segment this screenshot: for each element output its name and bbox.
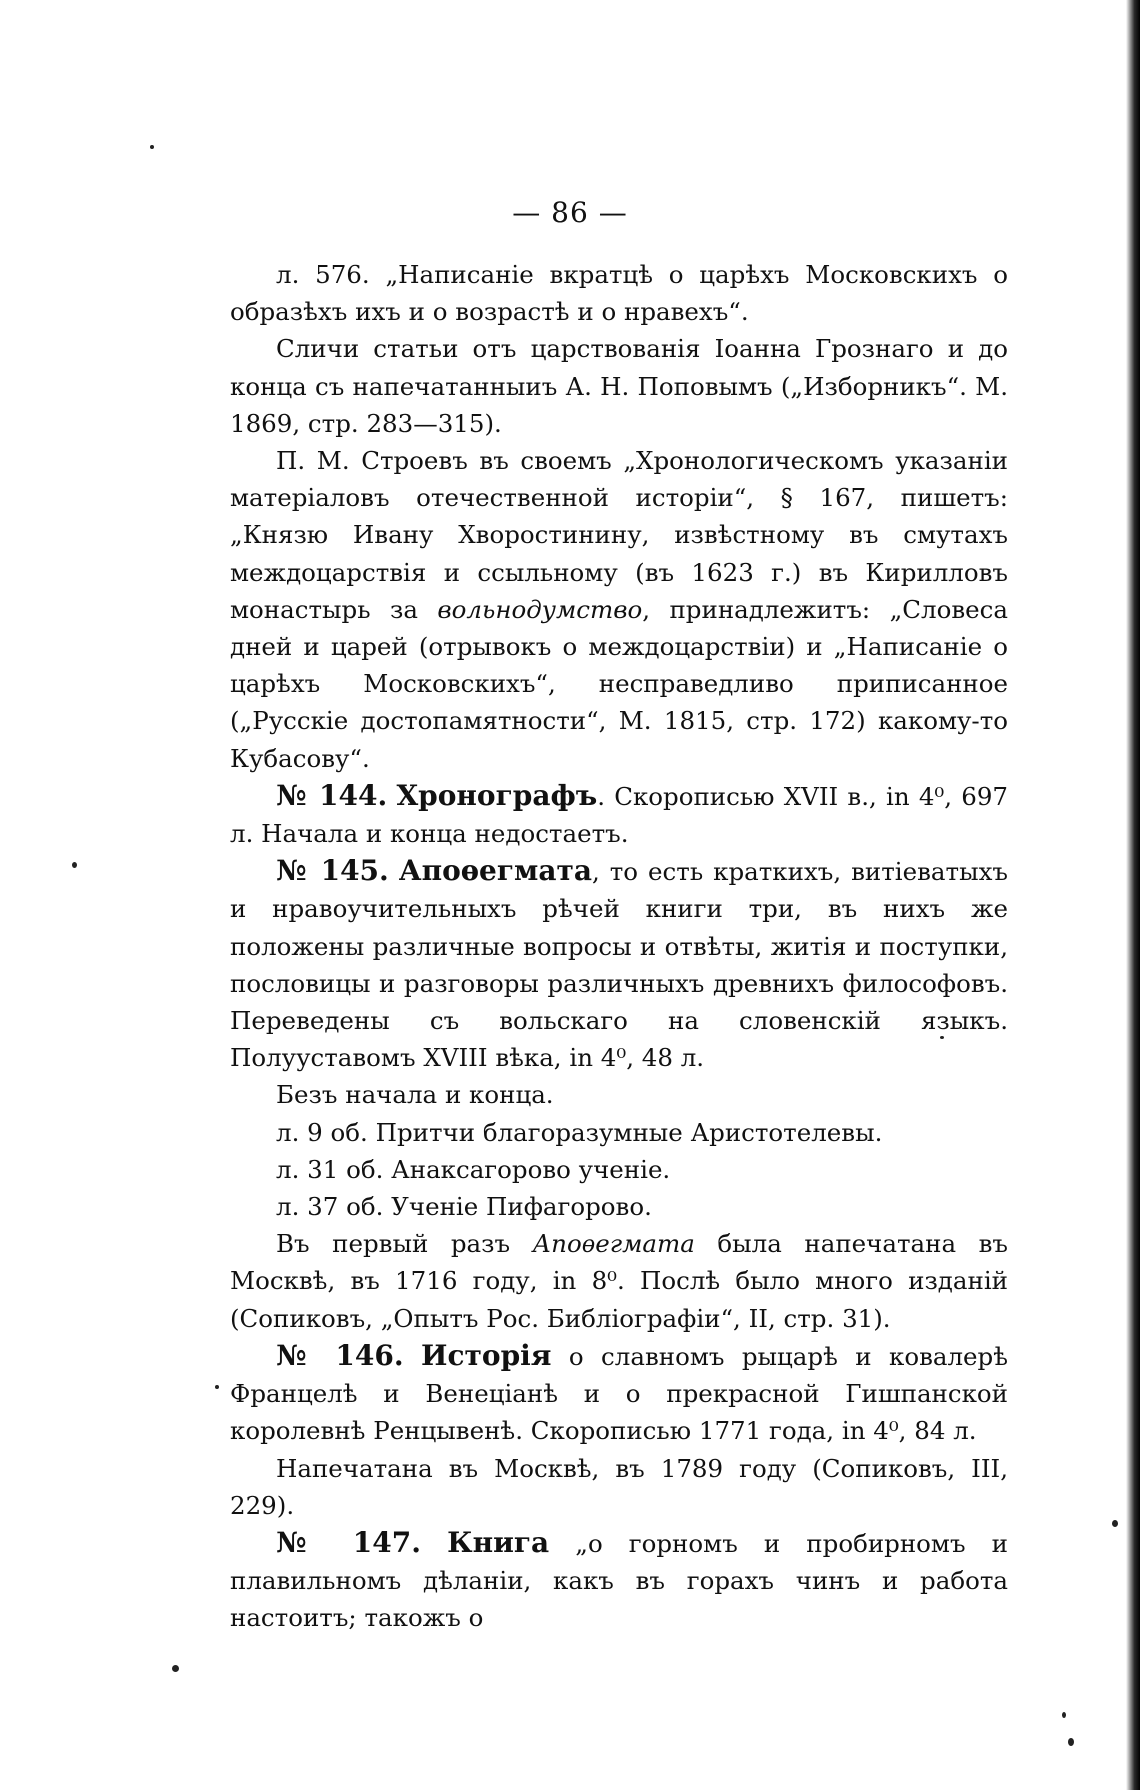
entry-title: Апоѳегмата — [398, 854, 592, 888]
entry-text: „о горномъ и пробирномъ и плавильномъ дѣланіи, какъ въ горахъ чинъ и работа настоитъ; такожъ о — [230, 1528, 1008, 1633]
scan-speck — [1062, 1712, 1066, 1718]
entry-146 — [230, 1337, 1008, 1450]
entry-text: . Скорописью XVII в., in 4⁰, 697 л. Начала и конца недостаетъ. — [230, 781, 1008, 849]
entry-147 — [230, 1524, 1008, 1637]
italic-term: Апоѳегмата — [532, 1229, 695, 1259]
paragraph: Безъ начала и конца. — [276, 1080, 554, 1110]
page-number: — 86 — — [512, 196, 628, 229]
scan-speck — [72, 862, 77, 868]
paragraph-text: была напечатана въ Москвѣ, въ 1716 году, in 8⁰. Послѣ было много изданій (Сопиковъ, „Опытъ Рос. Библіографіи“, II, стр. 31). — [230, 1229, 1008, 1333]
entry-text: о славномъ рыцарѣ и ковалерѣ Францелѣ и Венеціанѣ и о прекрасной Гишпанской королевнѣ Ренцывенѣ. Скорописью 1771 года, in 4⁰, 84 л. — [230, 1341, 1008, 1446]
paragraph: Сличи статьи отъ царствованія Іоанна Грознаго и до конца съ напечатанныиъ А. Н. Поповымъ („Изборникъ“. М. 1869, стр. 283—315). — [230, 334, 1008, 438]
paragraph: л. 576. „Написаніе вкратцѣ о царѣхъ Московскихъ о образѣхъ ихъ и о возрастѣ и о нравехъ“. — [230, 260, 1008, 327]
entry-144 — [230, 777, 1008, 852]
scan-speck — [215, 1385, 219, 1389]
entry-number: № 147. — [276, 1525, 421, 1559]
entry-number: № 145. — [276, 854, 389, 888]
paragraph: Напечатана въ Москвѣ, въ 1789 году (Сопиковъ, III, 229). — [230, 1453, 1008, 1520]
body-text — [230, 256, 1008, 1637]
scan-speck — [940, 1036, 944, 1039]
leaf-reference: л. 31 об. Анаксагорово ученіе. — [276, 1154, 671, 1184]
paragraph-text: Въ первый разъ — [276, 1229, 533, 1259]
scan-speck — [172, 1665, 179, 1672]
scan-speck — [1068, 1738, 1074, 1746]
entry-text: , то есть краткихъ, витіеватыхъ и нравоучительныхъ рѣчей книги три, въ нихъ же положены различные вопросы и отвѣты, житія и поступки, пословицы и разговоры различныхъ древнихъ философовъ. Переведены съ вольскаго на словенскій языкъ. Полууставомъ XVIII вѣка, in 4⁰, 48 л. — [230, 857, 1008, 1073]
paragraph-text: П. М. Строевъ въ своемъ „Хронологическомъ указаніи матеріаловъ отечественной исторіи“, § 167, пишетъ: „Князю Ивану Хворостинину, извѣстному въ смутахъ междоцарствія и ссыльному (въ 1623 г.) въ Кирилловъ монастырь за — [230, 446, 1008, 624]
paragraph — [230, 1225, 1008, 1337]
entry-number: № 146. — [276, 1338, 404, 1372]
page-edge-shadow — [1126, 0, 1140, 1790]
leaf-reference: л. 9 об. Притчи благоразумные Аристотелевы. — [276, 1117, 883, 1147]
entry-title: Книга — [447, 1525, 550, 1559]
entry-number: № 144. — [276, 778, 388, 812]
paragraph-text: , принадлежитъ: „Словеса дней и царей (отрывокъ о междоцарствіи) и „Написаніе о царѣхъ Московскихъ“, несправедливо приписанное („Русскіе достопамятности“, М. 1815, стр. 172) какому-то Кубасову“. — [230, 594, 1008, 773]
italic-term: вольнодумство — [437, 594, 643, 624]
entry-title: Исторія — [421, 1338, 552, 1372]
entry-145 — [230, 852, 1008, 1076]
paragraph — [230, 442, 1008, 777]
scan-speck — [150, 145, 154, 149]
scan-speck — [1112, 1520, 1118, 1527]
leaf-reference: л. 37 об. Ученіе Пифагорово. — [276, 1192, 652, 1222]
entry-title: Хронографъ — [396, 778, 598, 812]
